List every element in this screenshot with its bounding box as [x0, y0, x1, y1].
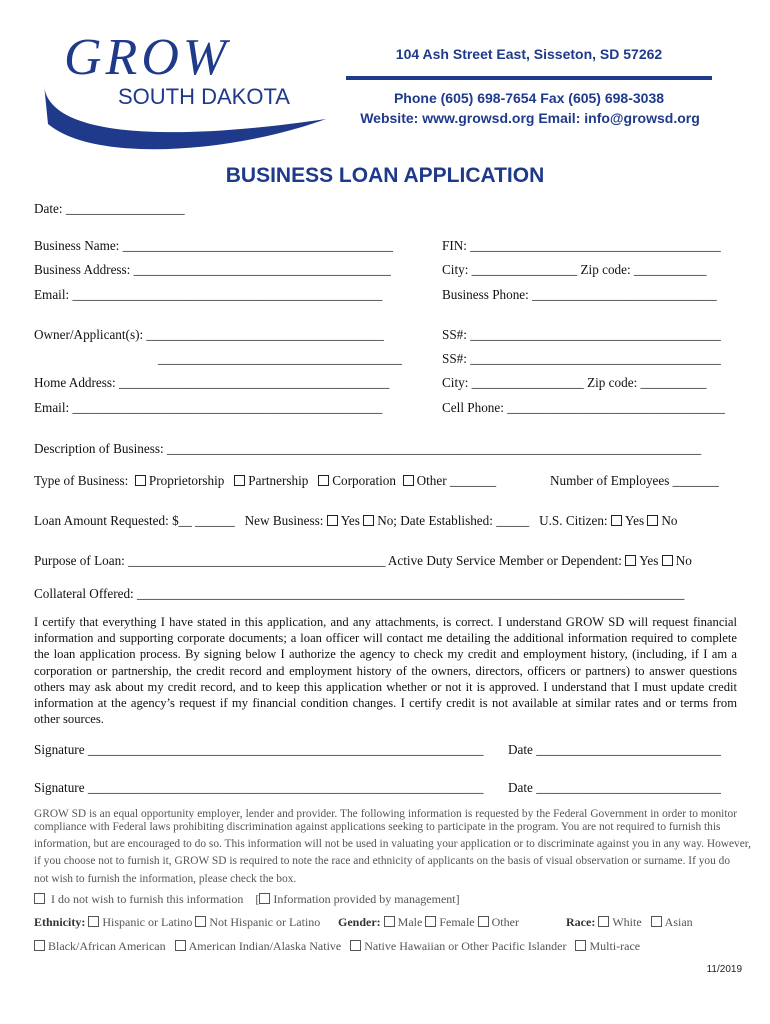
collateral-field[interactable]: Collateral Offered: ___________________________________________________________________________________ — [34, 586, 685, 601]
logo-text-south-dakota: SOUTH DAKOTA — [118, 84, 290, 109]
business-email-field[interactable]: Email: _______________________________________________ — [34, 287, 383, 302]
mgmt-checkbox[interactable] — [259, 893, 270, 904]
eoe-notice: GROW SD is an equal opportunity employer, lender and provider. The following information is requested by the Federal Government in order to monitor compliance with Federal laws prohibiting discrimination against applications seeking to participate in the program. You are not required to furnish this — [34, 808, 737, 833]
proprietorship-checkbox[interactable] — [135, 475, 146, 486]
signature-date-field-1[interactable]: Date ____________________________ — [508, 742, 721, 757]
header-rule — [346, 76, 712, 80]
pacific-islander-label: Native Hawaiian or Other Pacific Islander — [364, 939, 567, 953]
no-furnish-label: I do not wish to furnish this information — [51, 892, 244, 906]
us-citizen-label: U.S. Citizen: — [539, 513, 608, 528]
date-field[interactable]: Date: __________________ — [34, 201, 185, 216]
male-checkbox[interactable] — [384, 916, 395, 927]
loan-row — [34, 513, 678, 529]
hispanic-label: Hispanic or Latino — [102, 915, 193, 929]
citizen-yes-label: Yes — [624, 513, 645, 528]
personal-email-field[interactable]: Email: _______________________________________________ — [34, 400, 383, 415]
ss-field-1[interactable]: SS#: ______________________________________ — [442, 327, 721, 342]
white-checkbox[interactable] — [598, 916, 609, 927]
description-field[interactable]: Description of Business: _________________________________________________________________________________ — [34, 441, 702, 456]
home-city-zip-field[interactable]: City: _________________ Zip code: __________ — [442, 375, 707, 390]
gender-row — [338, 915, 519, 930]
eoe-notice-line2: information, but are encouraged to do so. This information will not be used in valuating your application or to discriminate against you in any way. However, — [34, 838, 751, 850]
signature-date-field-2[interactable]: Date ____________________________ — [508, 780, 721, 795]
new-business-no-checkbox[interactable] — [363, 515, 374, 526]
multi-race-label: Multi-race — [589, 939, 641, 953]
pacific-islander-checkbox[interactable] — [350, 940, 361, 951]
signature-field-1[interactable]: Signature ____________________________________________________________ — [34, 742, 484, 757]
other-gender-label: Other — [491, 915, 519, 929]
active-duty-label: Active Duty Service Member or Dependent: — [387, 553, 622, 568]
business-phone-field[interactable]: Business Phone: ____________________________ — [442, 287, 717, 302]
cell-phone-field[interactable]: Cell Phone: _________________________________ — [442, 400, 725, 415]
ethnicity-label: Ethnicity: — [34, 915, 86, 929]
partnership-label: Partnership — [248, 473, 309, 488]
race-row-2 — [34, 939, 640, 954]
date-established-field[interactable]: No; Date Established: _____ — [377, 513, 530, 528]
other-gender-checkbox[interactable] — [478, 916, 489, 927]
male-label: Male — [397, 915, 423, 929]
other-type-checkbox[interactable] — [403, 475, 414, 486]
asian-label: Asian — [664, 915, 693, 929]
business-city-zip-field[interactable]: City: ________________ Zip code: ___________ — [442, 262, 707, 277]
race-label: Race: — [566, 915, 596, 929]
corporation-checkbox[interactable] — [318, 475, 329, 486]
active-duty-no-label: No — [675, 553, 692, 568]
certification-text: I certify that everything I have stated in this application, and any attachments, is correct. I understand GROW SD will request financial information and supporting corporate documents; a loan officer will contact me detailing the additional information required to complete the loan application process. By signing below I authorize the agency to check my credit and employment history, (including, if I am a corporation or partnership, the credit record and employment history of the owners, directors, officers or partners) to answer questions others may ask about my credit record, and to keep this application whether or not it is approved. I understand that I must update credit information at the agency’s request if my financial condition changes. I certify credit is not available at similar rates and or terms from other sources. — [34, 615, 737, 727]
gender-label: Gender: — [338, 915, 381, 929]
page-title: BUSINESS LOAN APPLICATION — [225, 164, 545, 187]
mgmt-label: Information provided by management] — [273, 892, 460, 906]
black-label: Black/African American — [48, 939, 166, 953]
ethnicity-gender-race-row — [34, 915, 320, 930]
no-furnish-checkbox[interactable] — [34, 893, 45, 904]
loan-amount-field[interactable]: Loan Amount Requested: $__ ______ — [34, 513, 235, 528]
american-indian-checkbox[interactable] — [175, 940, 186, 951]
female-label: Female — [439, 915, 475, 929]
fin-field[interactable]: FIN: ______________________________________ — [442, 238, 721, 253]
new-business-yes-checkbox[interactable] — [327, 515, 338, 526]
citizen-yes-checkbox[interactable] — [611, 515, 622, 526]
revision-date: 11/2019 — [706, 964, 742, 975]
american-indian-label: American Indian/Alaska Native — [188, 939, 342, 953]
grow-south-dakota-logo — [36, 24, 336, 154]
type-of-business-label: Type of Business: — [34, 473, 129, 488]
asian-checkbox[interactable] — [651, 916, 662, 927]
purpose-row — [34, 553, 692, 569]
female-checkbox[interactable] — [425, 916, 436, 927]
not-hispanic-label: Not Hispanic or Latino — [209, 915, 321, 929]
proprietorship-label: Proprietorship — [148, 473, 225, 488]
partnership-checkbox[interactable] — [234, 475, 245, 486]
new-business-yes-label: Yes — [340, 513, 360, 528]
no-furnish-row: I do not wish to furnish this information [ Information provided by management] — [34, 892, 460, 907]
logo-text-grow: GROW — [64, 29, 231, 86]
type-of-business-row — [34, 473, 496, 489]
hispanic-checkbox[interactable] — [88, 916, 99, 927]
business-name-field[interactable]: Business Name: _________________________________________ — [34, 238, 393, 253]
eoe-notice-line4: not wish to furnish the information, please check the box. — [34, 873, 297, 885]
active-duty-no-checkbox[interactable] — [662, 555, 673, 566]
other-type-label[interactable]: Other _______ — [416, 473, 497, 488]
new-business-label: New Business: — [244, 513, 324, 528]
owner-applicant-field-2[interactable]: _____________________________________ — [158, 351, 402, 366]
home-address-field[interactable]: Home Address: _________________________________________ — [34, 375, 390, 390]
phone-fax: Phone (605) 698-7654 Fax (605) 698-3038 — [393, 90, 665, 106]
multi-race-checkbox[interactable] — [575, 940, 586, 951]
white-label: White — [612, 915, 642, 929]
signature-field-2[interactable]: Signature ____________________________________________________________ — [34, 780, 484, 795]
business-address-field[interactable]: Business Address: _______________________________________ — [34, 262, 391, 277]
address: 104 Ash Street East, Sisseton, SD 57262 — [395, 46, 663, 62]
active-duty-yes-label: Yes — [639, 553, 659, 568]
corporation-label: Corporation — [332, 473, 396, 488]
website-email: Website: www.growsd.org Email: info@growsd.org — [360, 110, 700, 126]
race-row — [566, 915, 693, 930]
citizen-no-label: No — [661, 513, 678, 528]
eoe-notice-line3: if you choose not to furnish it, GROW SD is required to note the race and ethnicity of applicants on the basis of visual observation or surname. If you do — [34, 855, 731, 867]
not-hispanic-checkbox[interactable] — [195, 916, 206, 927]
active-duty-yes-checkbox[interactable] — [625, 555, 636, 566]
black-checkbox[interactable] — [34, 940, 45, 951]
purpose-field[interactable]: Purpose of Loan: _______________________________________ — [34, 553, 386, 568]
owner-applicant-field[interactable]: Owner/Applicant(s): ____________________________________ — [34, 327, 384, 342]
employees-field[interactable]: Number of Employees _______ — [550, 473, 719, 488]
ss-field-2[interactable]: SS#: ______________________________________ — [442, 351, 721, 366]
citizen-no-checkbox[interactable] — [647, 515, 658, 526]
